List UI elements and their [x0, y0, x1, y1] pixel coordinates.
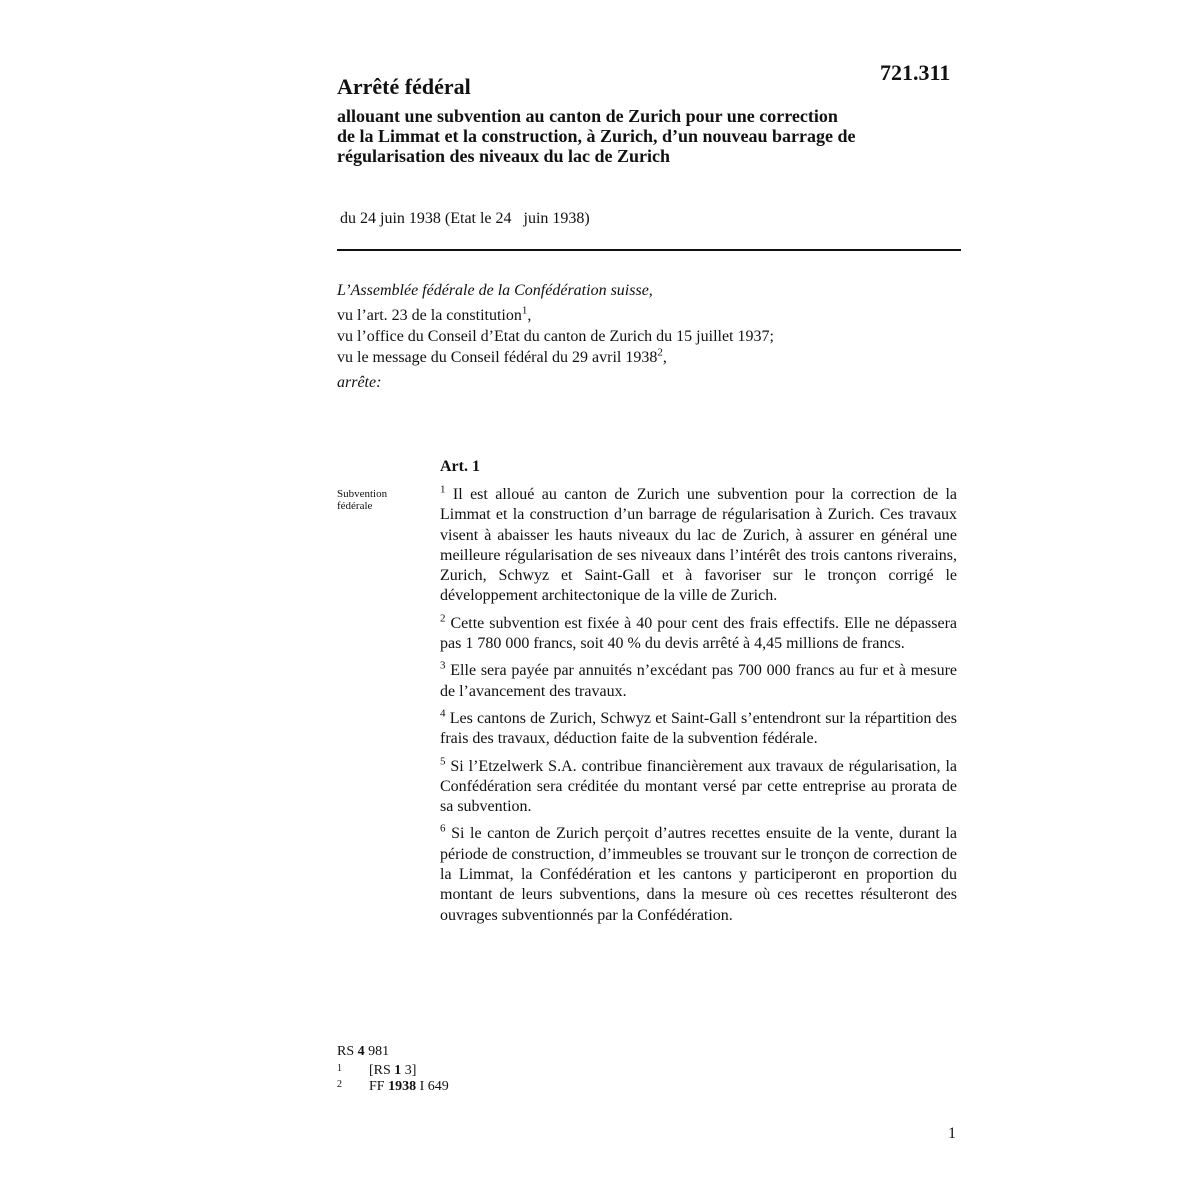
subtitle-line: de la Limmat et la construction, à Zurich, d’un nouveau barrage de	[337, 126, 856, 146]
footnote-ref[interactable]: 1	[521, 304, 528, 317]
preamble-vu-message	[337, 348, 667, 368]
subtitle-line: allouant une subvention au canton de Zurich pour une correction	[337, 106, 838, 126]
footer-rs-reference	[337, 1044, 389, 1060]
article-paragraph	[440, 661, 957, 702]
subtitle-line: régularisation des niveaux du lac de Zurich	[337, 146, 671, 166]
footnote-bold: 1938	[388, 1079, 417, 1094]
article-paragraph	[440, 709, 957, 750]
page-number: 1	[948, 1125, 956, 1142]
footnote-suffix: 3]	[401, 1063, 417, 1078]
vu-text: vu l’art. 23 de la constitution	[337, 307, 522, 324]
footnote-prefix: FF	[369, 1079, 389, 1094]
paragraph-number: 4	[440, 707, 446, 720]
footnote-ref[interactable]: 2	[657, 346, 663, 359]
article-paragraph	[440, 614, 957, 655]
preamble-assembly: L’Assemblée fédérale de la Confédération suisse,	[337, 282, 653, 299]
paragraph-text: Si l’Etzelwerk S.A. contribue financièrement aux travaux de régularisation, la Confédération sera créditée du montant versé par cette entreprise au prorata de sa subvention.	[440, 757, 957, 816]
footnote	[337, 1079, 449, 1095]
footnote-bold: 1	[394, 1063, 402, 1078]
rs-volume: 4	[357, 1044, 365, 1059]
paragraph-number: 2	[440, 612, 446, 625]
footnote-suffix: I 649	[416, 1079, 449, 1094]
preamble-vu-office: vu l’office du Conseil d’Etat du canton de Zurich du 15 juillet 1937;	[337, 328, 774, 345]
paragraph-text: Les cantons de Zurich, Schwyz et Saint-Gall s’entendront sur la répartition des frais des travaux, déduction faite de la subvention fédérale.	[440, 709, 957, 748]
footnote-number: 1	[337, 1063, 342, 1074]
paragraph-text: Cette subvention est fixée à 40 pour cent des frais effectifs. Elle ne dépassera pas 1 780 000 francs, soit 40 % du devis arrêté à 4,45 millions de francs.	[440, 614, 957, 653]
document-number: 721.311	[880, 60, 951, 85]
vu-end: ,	[527, 307, 532, 324]
margin-note-line: Subvention	[337, 488, 388, 500]
document-title: Arrêté fédéral	[337, 74, 471, 99]
preamble-arrete: arrête:	[337, 374, 382, 391]
article-paragraph	[440, 824, 957, 925]
paragraph-text: Si le canton de Zurich perçoit d’autres recettes ensuite de la vente, durant la période de construction, d’immeubles se trouvant sur le tronçon de correction de la Limmat, la Confédération et les cantons y participeront en proportion du montant de leurs subventions, dans la mesure où ces recettes résulteront des ouvrages subventionnés par la Confédération.	[440, 825, 957, 924]
footnote	[337, 1063, 416, 1079]
paragraph-number: 6	[440, 823, 446, 836]
paragraph-number: 3	[440, 660, 446, 673]
rs-prefix: RS	[337, 1044, 358, 1059]
paragraph-text: Elle sera payée par annuités n’excédant pas 700 000 francs au fur et à mesure de l’avancement des travaux.	[440, 662, 957, 700]
vu-end: ,	[662, 349, 667, 366]
document-subtitle	[337, 106, 977, 166]
article-paragraph	[440, 485, 957, 607]
footnote-number: 2	[337, 1079, 342, 1090]
document-date: du 24 juin 1938 (Etat le 24 juin 1938)	[340, 210, 590, 227]
preamble-vu-constitution	[337, 306, 531, 326]
footnote-prefix: [RS	[369, 1063, 395, 1078]
paragraph-number: 5	[440, 755, 446, 768]
paragraph-number: 1	[440, 483, 446, 496]
vu-text: vu le message du Conseil fédéral du 29 avril 1938	[337, 349, 658, 366]
margin-note-line: fédérale	[337, 500, 373, 512]
article-body	[440, 485, 957, 933]
article-paragraph	[440, 757, 957, 818]
article-title: Art. 1	[440, 458, 480, 475]
article-margin-note	[337, 488, 427, 512]
rs-suffix: 981	[364, 1044, 390, 1059]
header-divider	[337, 249, 961, 251]
paragraph-text: Il est alloué au canton de Zurich une subvention pour la correction de la Limmat et la construction d’un barrage de régularisation à Zurich. Ces travaux visent à abaisser les hauts niveaux du lac de Zurich, à assurer en général une meilleure régularisation de ses niveaux dans l’intérêt des trois cantons riverains, Zurich, Schwyz et Saint-Gall et à favoriser sur le tronçon corrigé le développement architectonique de la ville de Zurich.	[440, 486, 957, 605]
